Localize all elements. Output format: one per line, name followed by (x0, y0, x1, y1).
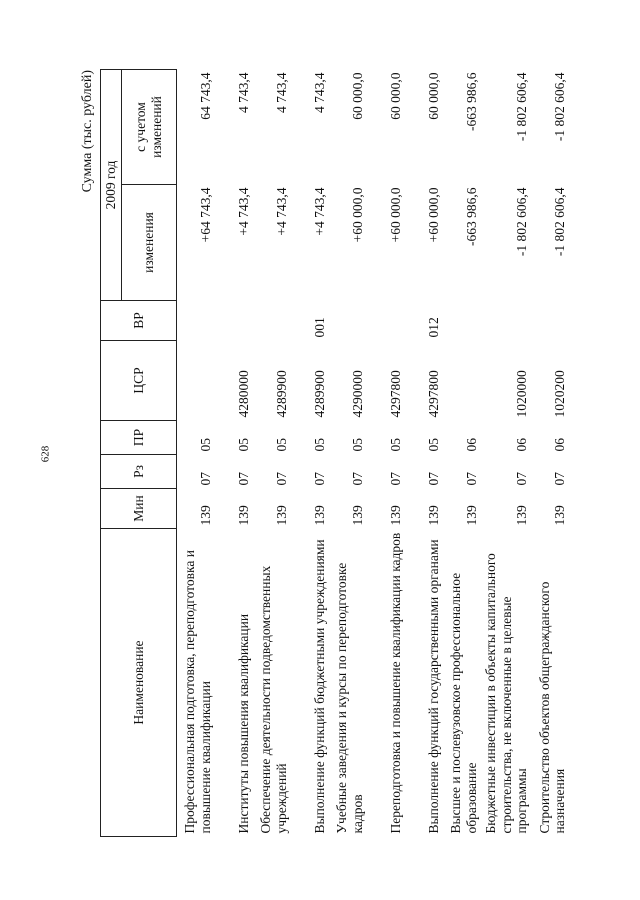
cell-min: 139 (235, 505, 251, 526)
cell-change: +4 743,4 (235, 187, 251, 236)
cell-total: 4 743,4 (311, 72, 327, 113)
header-change: изменения (121, 185, 176, 301)
cell-name: Бюджетные инвестиции в объекты капитального строительства, не включенные в целевые программы (483, 553, 530, 834)
cell-pr: 05 (425, 438, 441, 452)
rotated-sheet (80, 65, 595, 845)
header-name: Наименование (101, 529, 177, 837)
cell-min: 139 (514, 505, 530, 526)
cell-change: -1 802 606,4 (552, 187, 568, 257)
cell-total: 60 000,0 (349, 72, 365, 120)
cell-name: Переподготовка и повышение квалификации кадров (387, 532, 403, 834)
cell-pr: 05 (311, 438, 327, 452)
cell-vr: 012 (425, 317, 441, 338)
cell-name: Профессиональная подготовка, переподготовка и повышение квалификации (181, 550, 213, 834)
cell-total: 4 743,4 (235, 72, 251, 113)
cell-rz: 07 (273, 472, 289, 486)
cell-total: -1 802 606,4 (514, 72, 530, 142)
cell-rz: 07 (425, 472, 441, 486)
table-row (176, 70, 214, 837)
cell-change: +60 000,0 (349, 187, 365, 243)
table-area (80, 65, 595, 845)
cell-vr (442, 301, 480, 341)
header-with-change: с учетом изменений (121, 70, 176, 185)
table-row (252, 70, 290, 837)
cell-csr: 1020200 (552, 370, 568, 418)
table-row (531, 70, 569, 837)
cell-rz: 07 (463, 472, 479, 486)
cell-csr (176, 341, 214, 421)
cell-total: 60 000,0 (387, 72, 403, 120)
table-caption: Сумма (тыс. рублей) (80, 70, 95, 193)
cell-total: 4 743,4 (273, 72, 289, 113)
cell-csr: 1020000 (514, 370, 530, 418)
cell-change: +60 000,0 (425, 187, 441, 243)
cell-min: 139 (349, 505, 365, 526)
cell-change: +60 000,0 (387, 187, 403, 243)
table-row (404, 70, 442, 837)
cell-pr: 05 (273, 438, 289, 452)
cell-csr: 4290000 (349, 370, 365, 418)
page-number-text: 628 (39, 445, 51, 463)
cell-change: -1 802 606,4 (514, 187, 530, 257)
cell-name: Выполнение функций государственными органами (425, 539, 441, 834)
cell-min: 139 (463, 505, 479, 526)
cell-total: 60 000,0 (425, 72, 441, 120)
cell-rz: 07 (514, 472, 530, 486)
cell-change: +4 743,4 (273, 187, 289, 236)
cell-rz: 07 (387, 472, 403, 486)
header-row-top (101, 70, 122, 837)
cell-total: -1 802 606,4 (552, 72, 568, 142)
cell-min: 139 (387, 505, 403, 526)
cell-vr (176, 301, 214, 341)
cell-name: Высшее и послевузовское профессиональное образование (447, 572, 479, 834)
cell-name: Обеспечение деятельности подведомственных учреждений (257, 565, 289, 834)
cell-rz: 07 (311, 472, 327, 486)
header-min: Мин (101, 489, 177, 529)
cell-total: -663 986,6 (463, 72, 479, 131)
table-row (480, 70, 531, 837)
cell-csr: 4297800 (425, 370, 441, 418)
cell-pr: 06 (463, 438, 479, 452)
cell-csr: 4280000 (235, 370, 251, 418)
cell-rz: 07 (552, 472, 568, 486)
cell-change: -663 986,6 (463, 187, 479, 246)
cell-vr (252, 301, 290, 341)
cell-change: +64 743,4 (197, 187, 213, 243)
cell-min: 139 (425, 505, 441, 526)
cell-csr: 4289900 (273, 370, 289, 418)
cell-min: 139 (273, 505, 289, 526)
budget-table (100, 69, 569, 837)
table-row (214, 70, 252, 837)
cell-min: 139 (197, 505, 213, 526)
cell-pr: 06 (552, 438, 568, 452)
cell-vr (366, 301, 404, 341)
cell-name: Институты повышения квалификации (235, 613, 251, 834)
header-rz: Рз (101, 455, 177, 489)
cell-vr (214, 301, 252, 341)
cell-name: Учебные заведения и курсы по переподготовке кадров (333, 562, 365, 834)
cell-csr: 4289900 (311, 370, 327, 418)
cell-name: Строительство объектов общегражданского назначения (536, 581, 568, 834)
cell-pr: 05 (197, 438, 213, 452)
cell-vr (531, 301, 569, 341)
cell-rz: 07 (197, 472, 213, 486)
cell-rz: 07 (349, 472, 365, 486)
header-pr: ПР (101, 421, 177, 455)
cell-vr (328, 301, 366, 341)
cell-rz: 07 (235, 472, 251, 486)
cell-name: Выполнение функций бюджетными учреждениями (311, 539, 327, 834)
table-row (290, 70, 328, 837)
cell-csr (442, 341, 480, 421)
table-row (366, 70, 404, 837)
cell-min: 139 (311, 505, 327, 526)
table-row (442, 70, 480, 837)
cell-pr: 06 (514, 438, 530, 452)
cell-pr: 05 (235, 438, 251, 452)
header-vr: ВР (101, 301, 177, 341)
cell-min: 139 (552, 505, 568, 526)
header-csr: ЦСР (101, 341, 177, 421)
cell-pr: 05 (349, 438, 365, 452)
page-number (38, 444, 52, 464)
table-row (328, 70, 366, 837)
cell-total: 64 743,4 (197, 72, 213, 120)
header-year: 2009 год (101, 70, 122, 301)
cell-vr (480, 301, 531, 341)
cell-vr: 001 (311, 317, 327, 338)
cell-change: +4 743,4 (311, 187, 327, 236)
cell-pr: 05 (387, 438, 403, 452)
cell-csr: 4297800 (387, 370, 403, 418)
